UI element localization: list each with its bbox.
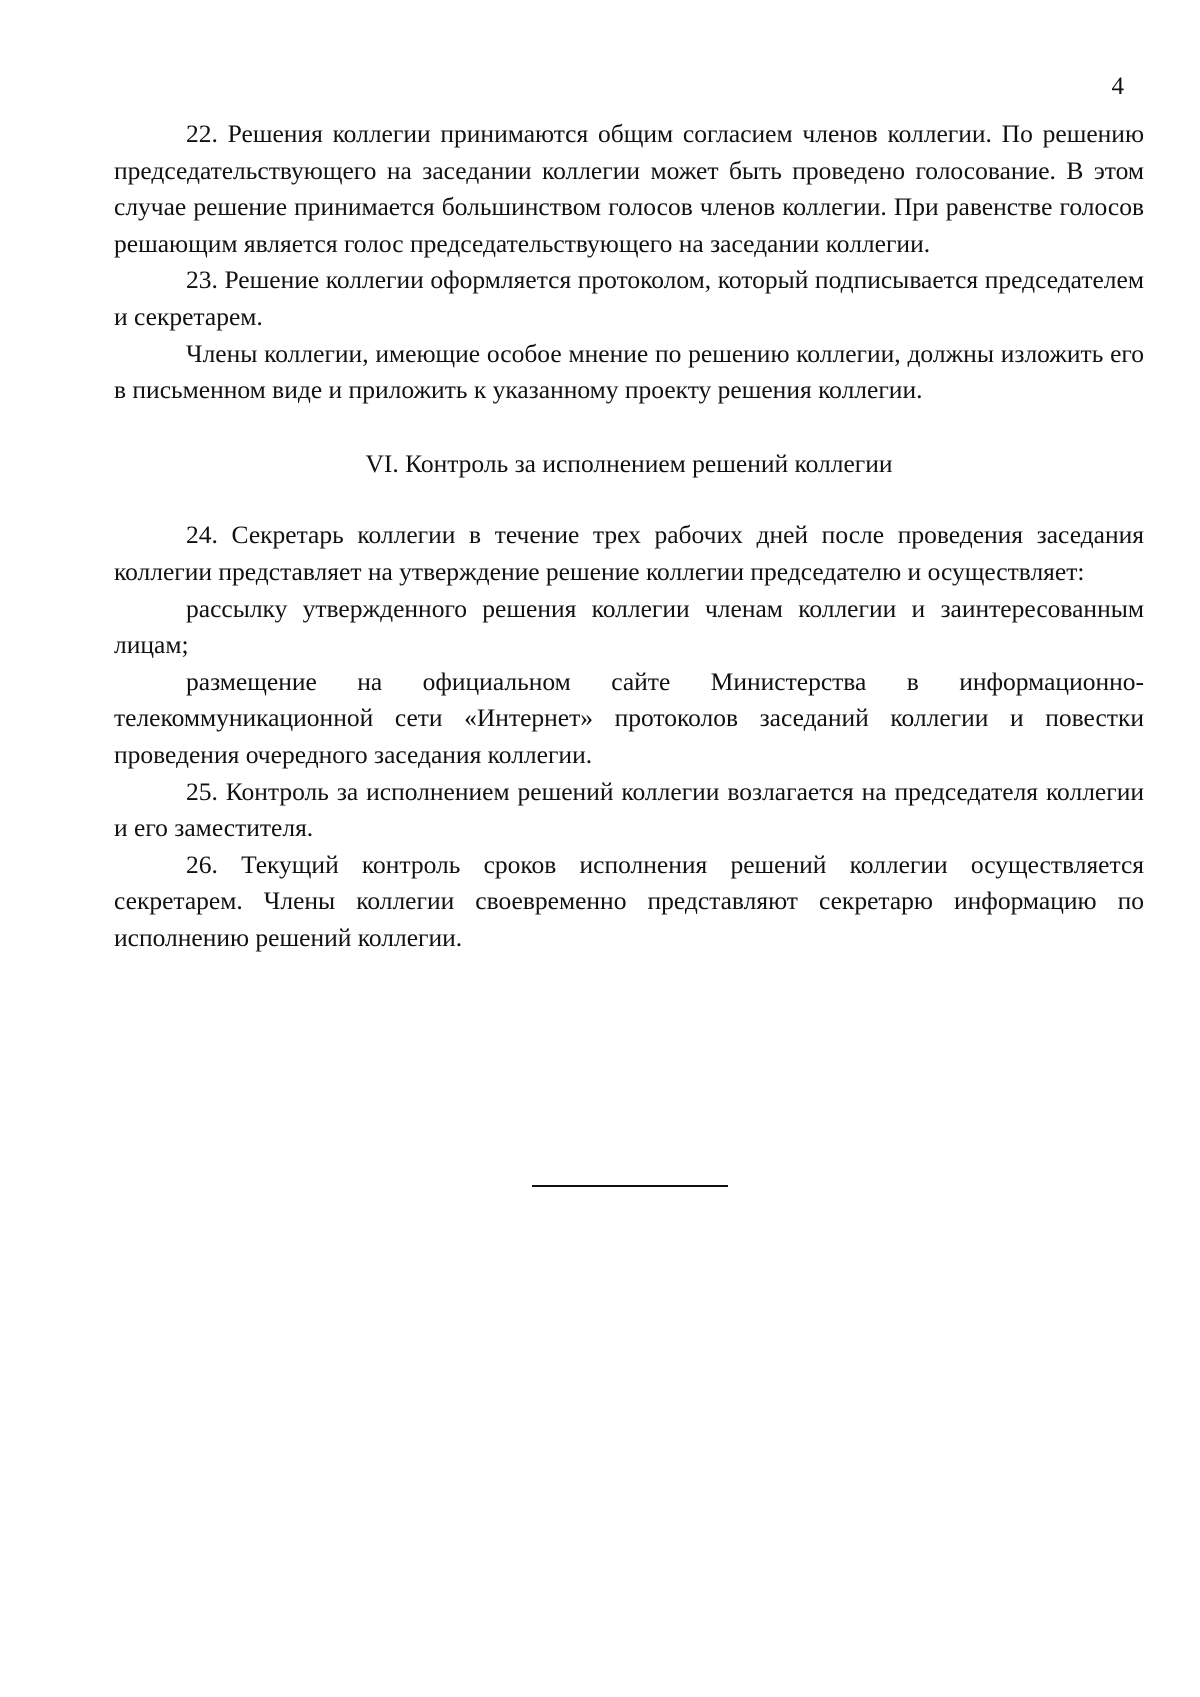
paragraph-publication: размещение на официальном сайте Министерства в информационно-телекоммуникационной сети «Интернет» протоколов заседаний коллегии и повестки проведения очередного заседания коллегии. <box>114 666 1144 769</box>
paragraph-24: 24. Секретарь коллегии в течение трех рабочих дней после проведения заседания коллегии представляет на утверждение решение коллегии председателю и осуществляет: <box>114 520 1144 586</box>
paragraph-23: 23. Решение коллегии оформляется протоколом, который подписывается председателем и секретарем. <box>114 265 1144 331</box>
paragraph-26: 26. Текущий контроль сроков исполнения решений коллегии осуществляется секретарем. Члены коллегии своевременно представляют секретарю информацию по исполнению решений коллегии. <box>114 849 1144 952</box>
paragraph-22: 22. Решения коллегии принимаются общим согласием членов коллегии. По решению председательствующего на заседании коллегии может быть проведено голосование. В этом случае решение принимается большинством голосов членов коллегии. При равенстве голосов решающим является голос председательствующего на заседании коллегии. <box>114 119 1144 258</box>
document-body <box>114 116 1144 956</box>
paragraph-25: 25. Контроль за исполнением решений коллегии возлагается на председателя коллегии и его заместителя. <box>114 776 1144 843</box>
section-title: VI. Контроль за исполнением решений коллегии <box>365 448 893 478</box>
page-number: 4 <box>1111 73 1124 100</box>
paragraph-dissenting-opinion: Члены коллегии, имеющие особое мнение по решению коллегии, должны изложить его в письменном виде и приложить к указанному проекту решения коллегии. <box>114 338 1144 405</box>
paragraph-distribution: рассылку утвержденного решения коллегии членам коллегии и заинтересованным лицам; <box>114 593 1144 660</box>
end-of-document-rule <box>532 1185 728 1187</box>
